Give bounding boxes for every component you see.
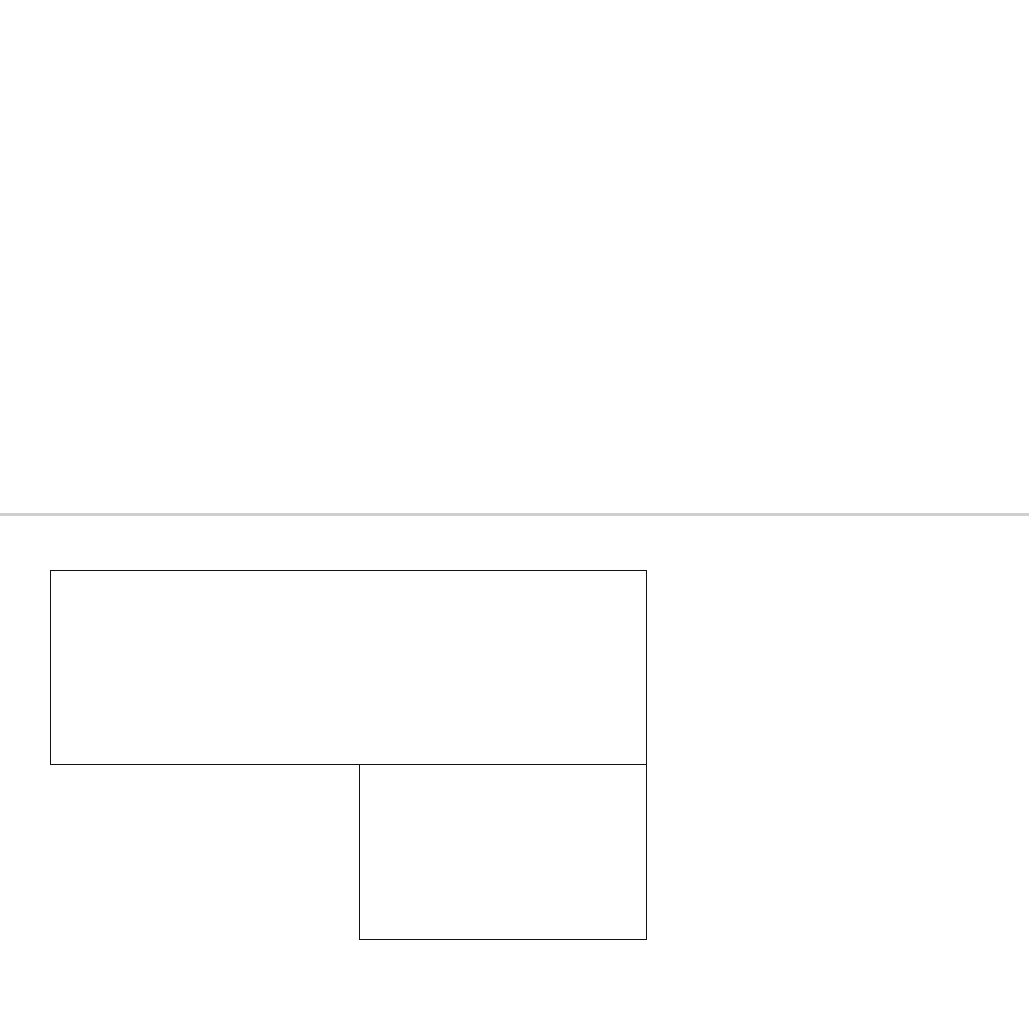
toppings-box-upper — [50, 570, 647, 765]
toppings-box-lower — [359, 764, 647, 940]
section-divider — [0, 513, 1029, 516]
